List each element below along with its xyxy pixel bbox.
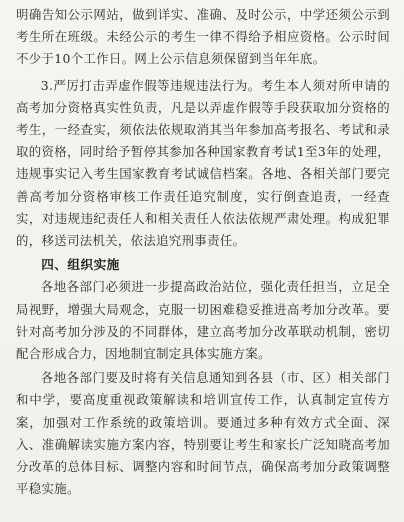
paragraph-notification: 各地各部门要及时将有关信息通知到各县（市、区）相关部门和中学，要高度重视政策解读和培训宣传工作，认真制定宣传方案，加强对工作系统的政策培训。要通过多种有效方式全面、深入、准确解读实施方案内容，特别要让考生和家长广泛知晓高考加分改革的总体目标、调整内容和时间节点，确保高考加分政策调整平稳实施。 [16, 370, 390, 497]
section-heading-implementation: 四、组织实施 [41, 257, 120, 273]
paragraph-anti-fraud: 3.严厉打击弄虚作假等违规违法行为。考生本人须对所申请的高考加分资格真实性负责，凡是以弄虚作假等手段获取加分资格的考生，一经查实，须依法依规取消其当年参加高考报名、考试和录取的资格，同时给予暂停其参加各种国家教育考试1至3年的处理，违规事实记入考生国家教育考试诚信档案。各地、各相关部门要完善高考加分资格审核工作责任追究制度，实行倒查追责，一经查实，对违规违纪责任人和相关责任人依法依规严肃处理。构成犯罪的，移送司法机关，依法追究刑事责任。 [16, 77, 390, 249]
paragraph-political-stance: 各地各部门必须进一步提高政治站位，强化责任担当，立足全局视野，增强大局观念，克服一切困难稳妥推进高考加分改革。要针对高考加分涉及的不同群体，建立高考加分改革联动机制，密切配合形成合力，因地制宜制定具体实施方案。 [16, 279, 390, 362]
paragraph-publicity: 明确告知公示网站，做到详实、准确、及时公示，中学还须公示到考生所在班级。未经公示的考生一律不得给予相应资格。公示时间不少于10个工作日。网上公示信息须保留到当年年底。 [16, 7, 390, 67]
